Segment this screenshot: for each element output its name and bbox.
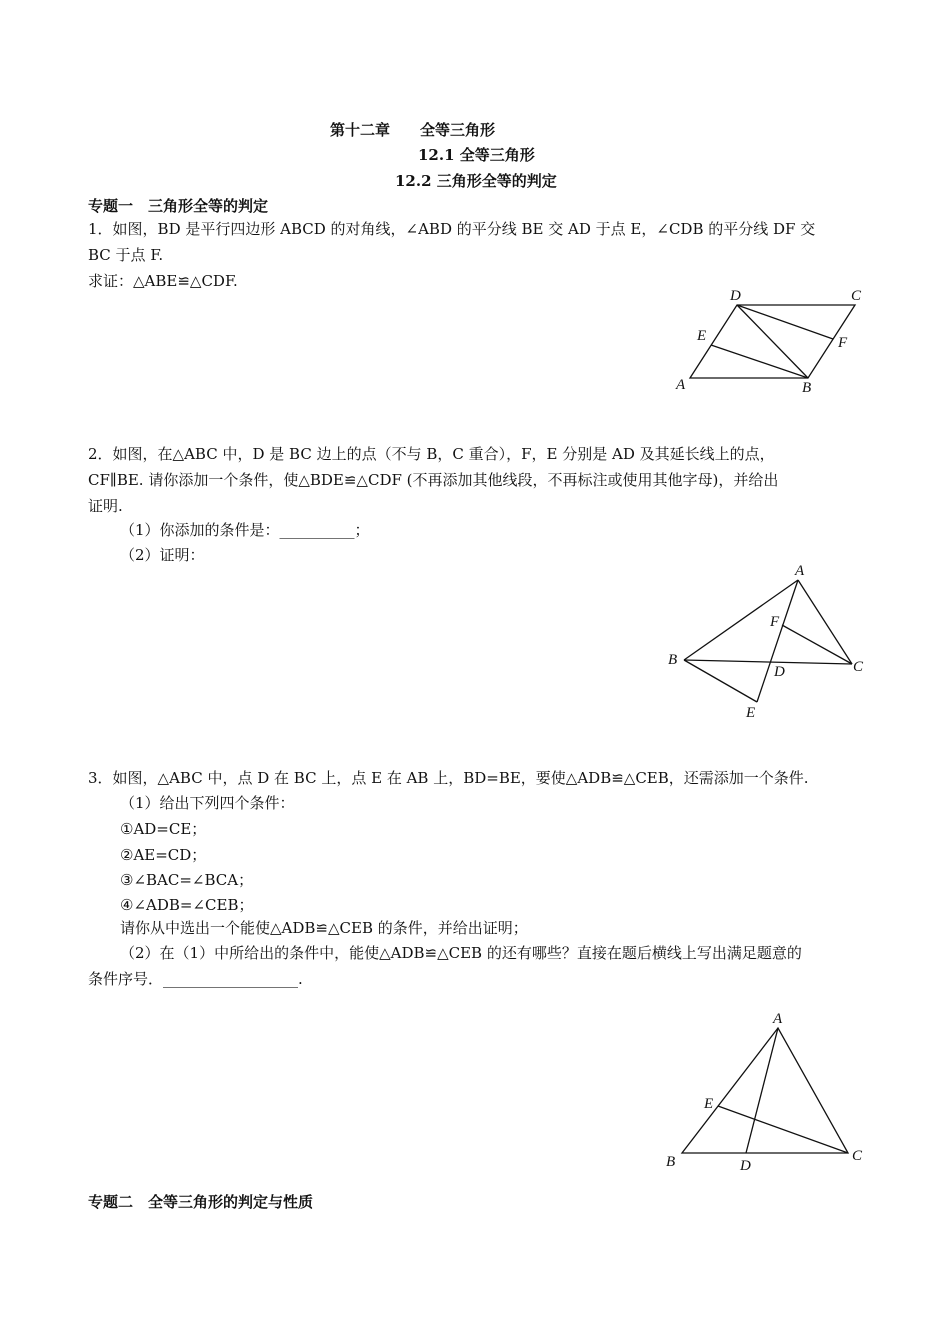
section-title-2: 12.2 三角形全等的判定 [395,172,557,190]
q3-option-3: ③∠BAC=∠BCA； [120,871,254,889]
q3-label-c: C [852,1148,863,1164]
q2-line-2: CF∥BE. 请你添加一个条件，使△BDE≌△CDF (不再添加其他线段，不再标注或使用其他字母)，并给出 [88,471,779,489]
topic-heading-2: 专题二 全等三角形的判定与性质 [88,1193,314,1211]
q1-line-1: 1．如图，BD 是平行四边形 ABCD 的对角线，∠ABD 的平分线 BE 交 AD 于点 E，∠CDB 的平分线 DF 交 [88,220,816,238]
q3-sub-2a: （2）在（1）中所给出的条件中，能使△ADB≌△CEB 的还有哪些？直接在题后横线上写出满足题意的 [120,944,802,962]
q3-triangle-abc [682,1028,848,1153]
q3-label-a: A [773,1011,783,1027]
q1-line-2: BC 于点 F. [88,246,164,264]
q1-line-3: 求证：△ABE≌△CDF. [88,272,238,290]
q1-label-c: C [851,288,862,304]
q2-label-b: B [668,652,678,668]
q3-label-e: E [704,1096,714,1112]
q3-ask: 请你从中选出一个能使△ADB≌△CEB 的条件，并给出证明； [120,919,528,937]
q3-option-1: ①AD=CE； [120,820,207,838]
q3-sub-1: （1）给出下列四个条件： [120,794,295,812]
q3-segment-ce [718,1106,848,1153]
q2-line-1: 2．如图，在△ABC 中，D 是 BC 边上的点（不与 B，C 重合），F，E 分别是 AD 及其延长线上的点， [88,445,775,463]
q3-line-1: 3．如图，△ABC 中，点 D 在 BC 上，点 E 在 AB 上，BD=BE，要使△ADB≌△CEB，还需添加一个条件. [88,769,809,787]
q3-label-b: B [666,1154,676,1170]
q3-option-2: ②AE=CD； [120,846,207,864]
q2-label-f: F [770,614,780,630]
q1-label-e: E [697,328,707,344]
q1-label-b: B [802,380,812,396]
q3-segment-ad [746,1028,778,1153]
q2-label-c: C [853,659,864,675]
q1-label-d: D [730,288,741,304]
topic-heading-1: 专题一 三角形全等的判定 [88,197,269,215]
q3-sub-2b: 条件序号．__________________. [88,970,303,988]
chapter-title: 第十二章 全等三角形 [330,121,496,139]
q2-line-3: 证明. [88,497,123,515]
q2-sub-2: （2）证明： [120,546,205,564]
q2-sub-1: （1）你添加的条件是：__________； [120,521,370,539]
q3-label-d: D [740,1158,751,1174]
q2-label-d: D [774,664,785,680]
q2-label-e: E [746,705,756,721]
q1-label-a: A [676,377,686,393]
q2-label-a: A [795,563,805,579]
section-title-1: 12.1 全等三角形 [418,146,535,164]
q3-option-4: ④∠ADB=∠CEB； [120,896,254,914]
q1-label-f: F [838,335,848,351]
